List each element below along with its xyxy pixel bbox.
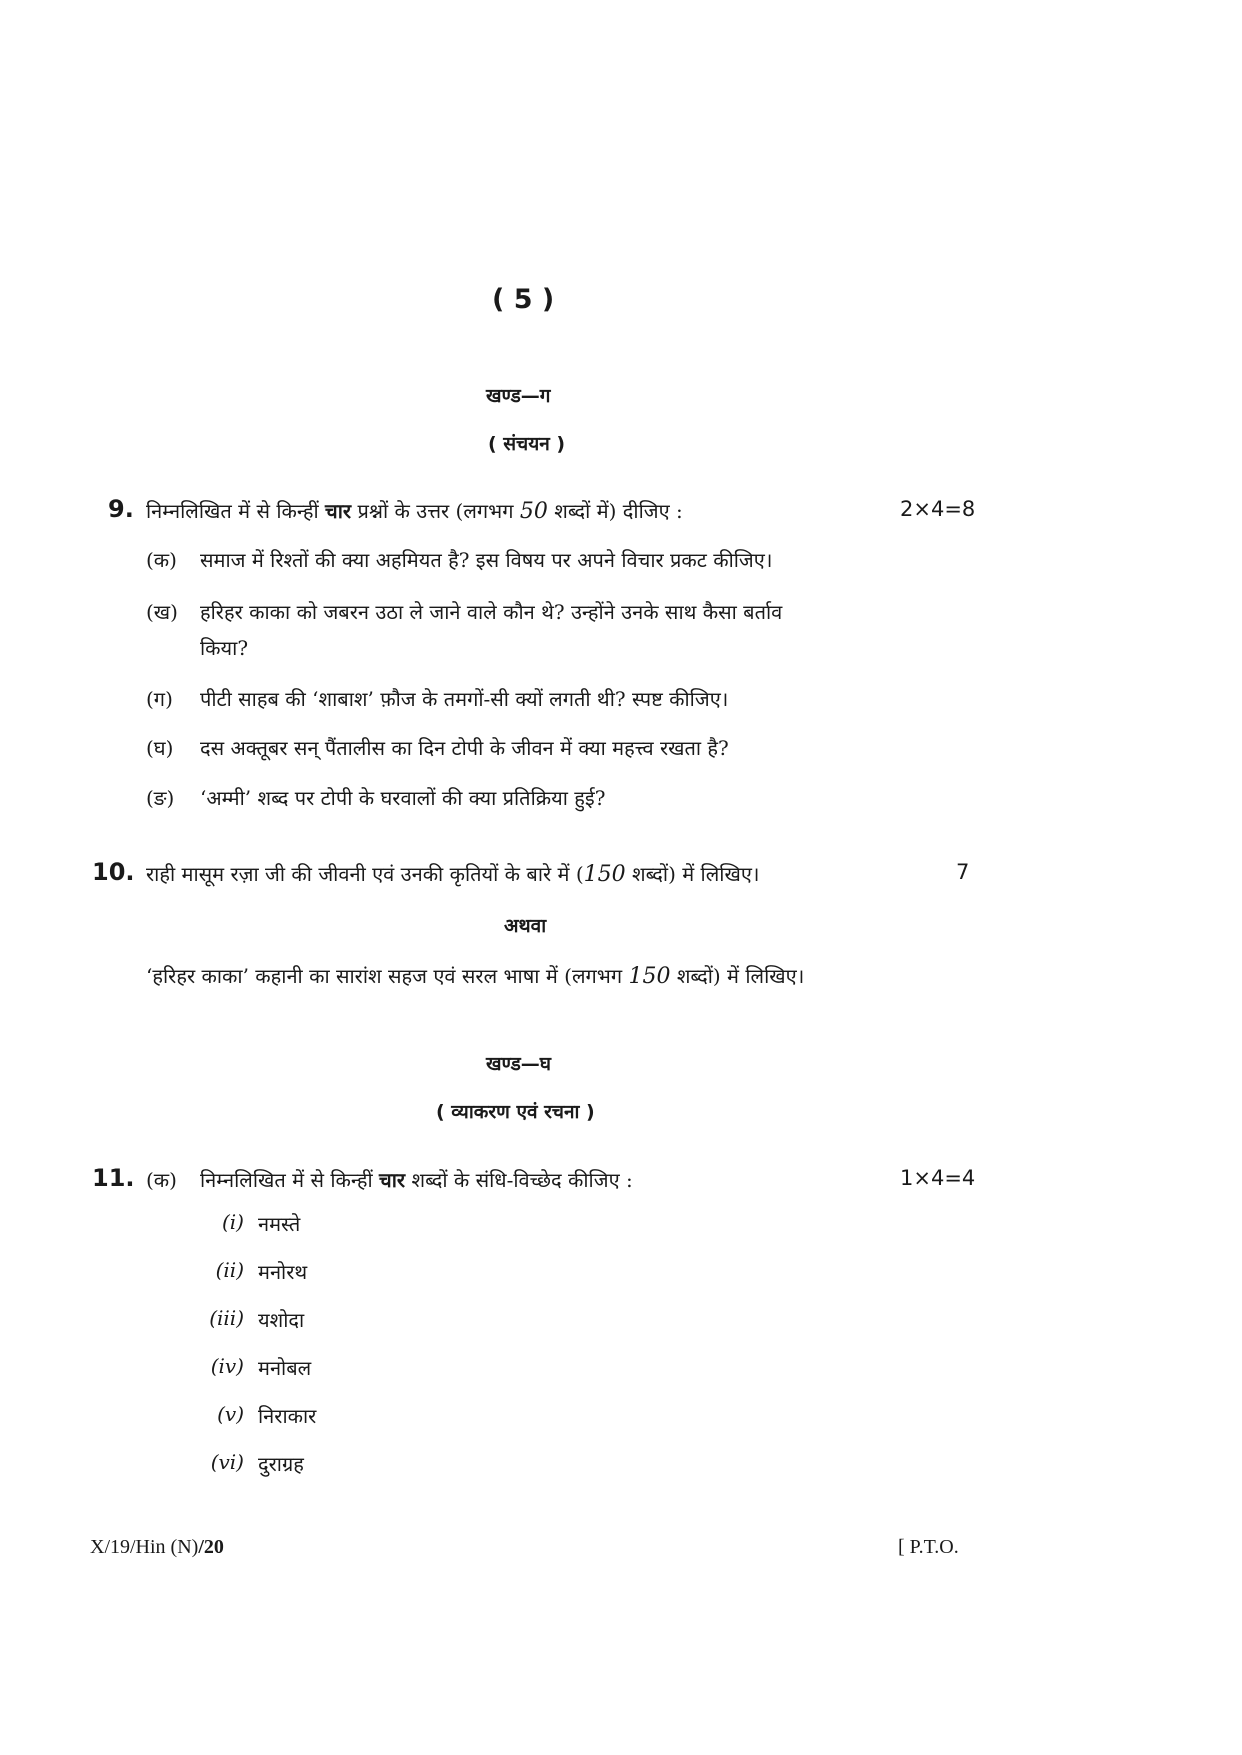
item-roman-numeral: (vi) [210, 1450, 244, 1474]
part-label: (ग) [146, 687, 173, 711]
question-text-part: शब्दों) में लिखिए। [632, 862, 760, 886]
part-label: (क) [146, 548, 177, 572]
paper-code [90, 1536, 224, 1559]
question-text [200, 1166, 633, 1193]
part-label: (ख) [146, 600, 178, 624]
part-text: पीटी साहब की ‘शाबाश’ फ़ौज के तमगों-सी क्यों लगती थी? स्पष्ट कीजिए। [200, 687, 729, 711]
question-text-part: प्रश्नों के उत्तर (लगभग [357, 499, 514, 523]
question-text-part: ‘हरिहर काका’ कहानी का सारांश सहज एवं सरल भाषा में (लगभग [146, 964, 623, 988]
page-number: ( 5 ) [492, 284, 555, 315]
word-count: 150 [628, 964, 671, 989]
question-number: 9. [108, 495, 134, 523]
item-word: मनोरथ [258, 1260, 308, 1284]
question-text-part: निम्नलिखित में से किन्हीं [200, 1168, 373, 1192]
item-roman-numeral: (i) [221, 1210, 244, 1234]
word-count: 150 [583, 862, 626, 887]
question-text [146, 497, 683, 524]
question-text-part: शब्दों में) दीजिए : [554, 499, 683, 523]
item-word: दुराग्रह [258, 1452, 304, 1476]
word-count: 50 [519, 499, 548, 524]
part-text: दस अक्तूबर सन् पैंतालीस का दिन टोपी के जीवन में क्या महत्त्व रखता है? [200, 736, 729, 760]
marks: 7 [956, 860, 970, 884]
marks: 2×4=8 [900, 497, 976, 521]
part-text: हरिहर काका को जबरन उठा ले जाने वाले कौन थे? उन्होंने उनके साथ कैसा बर्ताव [200, 600, 783, 624]
part-label: (घ) [146, 736, 174, 760]
item-roman-numeral: (iv) [210, 1354, 244, 1378]
part-text-continued: किया? [200, 636, 249, 660]
question-text-part: राही मासूम रज़ा जी की जीवनी एवं उनकी कृतियों के बारे में ( [146, 862, 584, 886]
question-number: 10. [92, 858, 135, 886]
paper-code-suffix: /20 [198, 1536, 224, 1558]
part-label: (ङ) [146, 786, 175, 810]
section-heading: खण्ड—घ [486, 1053, 551, 1075]
question-text [146, 860, 759, 887]
alternate-question-text [146, 962, 804, 989]
paper-code-main: X/19/Hin (N) [90, 1536, 199, 1558]
section-subheading: ( व्याकरण एवं रचना ) [436, 1101, 595, 1123]
item-roman-numeral: (iii) [209, 1306, 244, 1330]
question-text-part: शब्दों) में लिखिए। [676, 964, 805, 988]
part-label: (क) [146, 1168, 177, 1192]
item-roman-numeral: (v) [217, 1402, 244, 1426]
part-text: ‘अम्मी’ शब्द पर टोपी के घरवालों की क्या प्रतिक्रिया हुई? [200, 786, 606, 810]
or-label: अथवा [504, 915, 547, 937]
part-text: समाज में रिश्तों की क्या अहमियत है? इस विषय पर अपने विचार प्रकट कीजिए। [200, 548, 773, 572]
item-word: निराकार [258, 1404, 317, 1428]
item-word: यशोदा [258, 1308, 305, 1332]
please-turn-over: [ P.T.O. [898, 1536, 959, 1558]
item-word: नमस्ते [258, 1212, 301, 1236]
emphasis-word: चार [379, 1168, 406, 1192]
question-number: 11. [92, 1164, 135, 1192]
section-heading: खण्ड—ग [486, 385, 551, 407]
item-word: मनोबल [258, 1356, 312, 1380]
question-text-part: शब्दों के संधि-विच्छेद कीजिए : [411, 1168, 633, 1192]
question-text-part: निम्नलिखित में से किन्हीं [146, 499, 319, 523]
emphasis-word: चार [325, 499, 352, 523]
item-roman-numeral: (ii) [215, 1258, 244, 1282]
marks: 1×4=4 [900, 1166, 976, 1190]
section-subheading: ( संचयन ) [488, 433, 566, 455]
